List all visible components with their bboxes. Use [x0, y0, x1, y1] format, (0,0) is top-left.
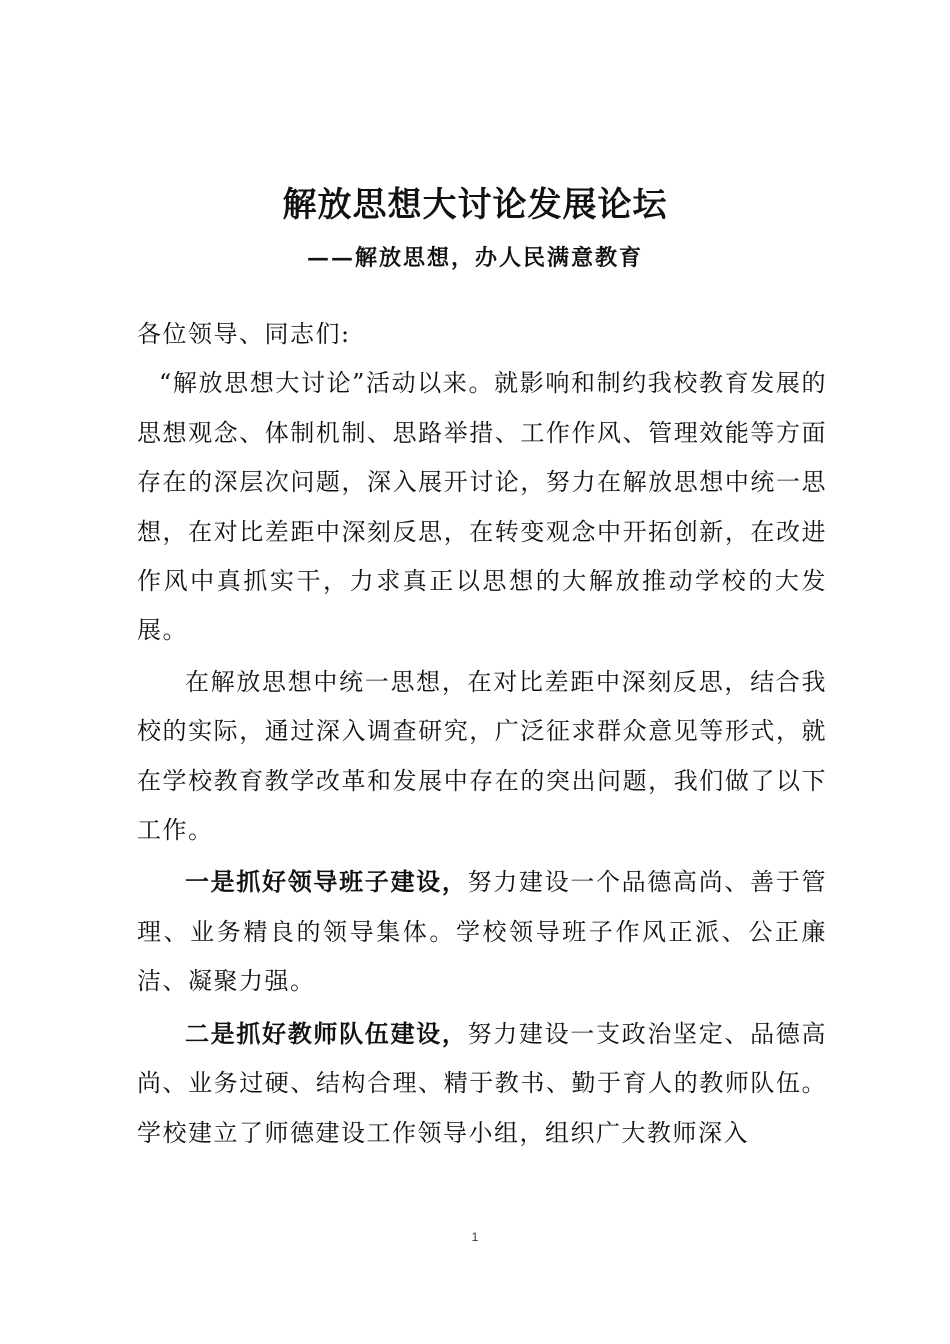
paragraph-1-text: “解放思想大讨论”活动以来。就影响和制约我校教育发展的思想观念、体制机制、思路举措、工作作风、管理效能等方面存在的深层次问题，深入展开讨论，努力在解放思想中统一思想，在对比差距中深刻反思，在转变观念中开拓创新，在改进作风中真抓实干，力求真正以思想的大解放推动学校的大发展。: [137, 369, 827, 645]
document-body: [137, 310, 827, 1158]
document-title: 解放思想大讨论发展论坛: [282, 185, 668, 225]
salutation: 各位领导、同志们:: [137, 320, 351, 348]
document-subtitle: ——解放思想，办人民满意教育: [306, 245, 643, 271]
paragraph-4-heading: 二是抓好教师队伍建设，: [185, 1018, 468, 1048]
paragraph-1: [137, 359, 827, 655]
paragraph-2: [137, 658, 827, 856]
paragraph-4: [137, 1009, 827, 1158]
paragraph-3-text: 努力建设一个品德高尚、善于管理、业务精良的领导集体。学校领导班子作风正派、公正廉洁、凝聚力强。: [137, 868, 827, 996]
paragraph-3-heading: 一是抓好领导班子建设，: [185, 867, 468, 897]
paragraph-2-text: 在解放思想中统一思想，在对比差距中深刻反思，结合我校的实际，通过深入调查研究，广泛征求群众意见等形式，就在学校教育教学改革和发展中存在的突出问题，我们做了以下工作。: [137, 667, 827, 845]
paragraph-4-text: 努力建设一支政治坚定、品德高尚、业务过硬、结构合理、精于教书、勤于育人的教师队伍。学校建立了师德建设工作领导小组，组织广大教师深入: [137, 1019, 827, 1147]
paragraph-3: [137, 857, 827, 1006]
page-number: 1: [471, 1230, 479, 1244]
